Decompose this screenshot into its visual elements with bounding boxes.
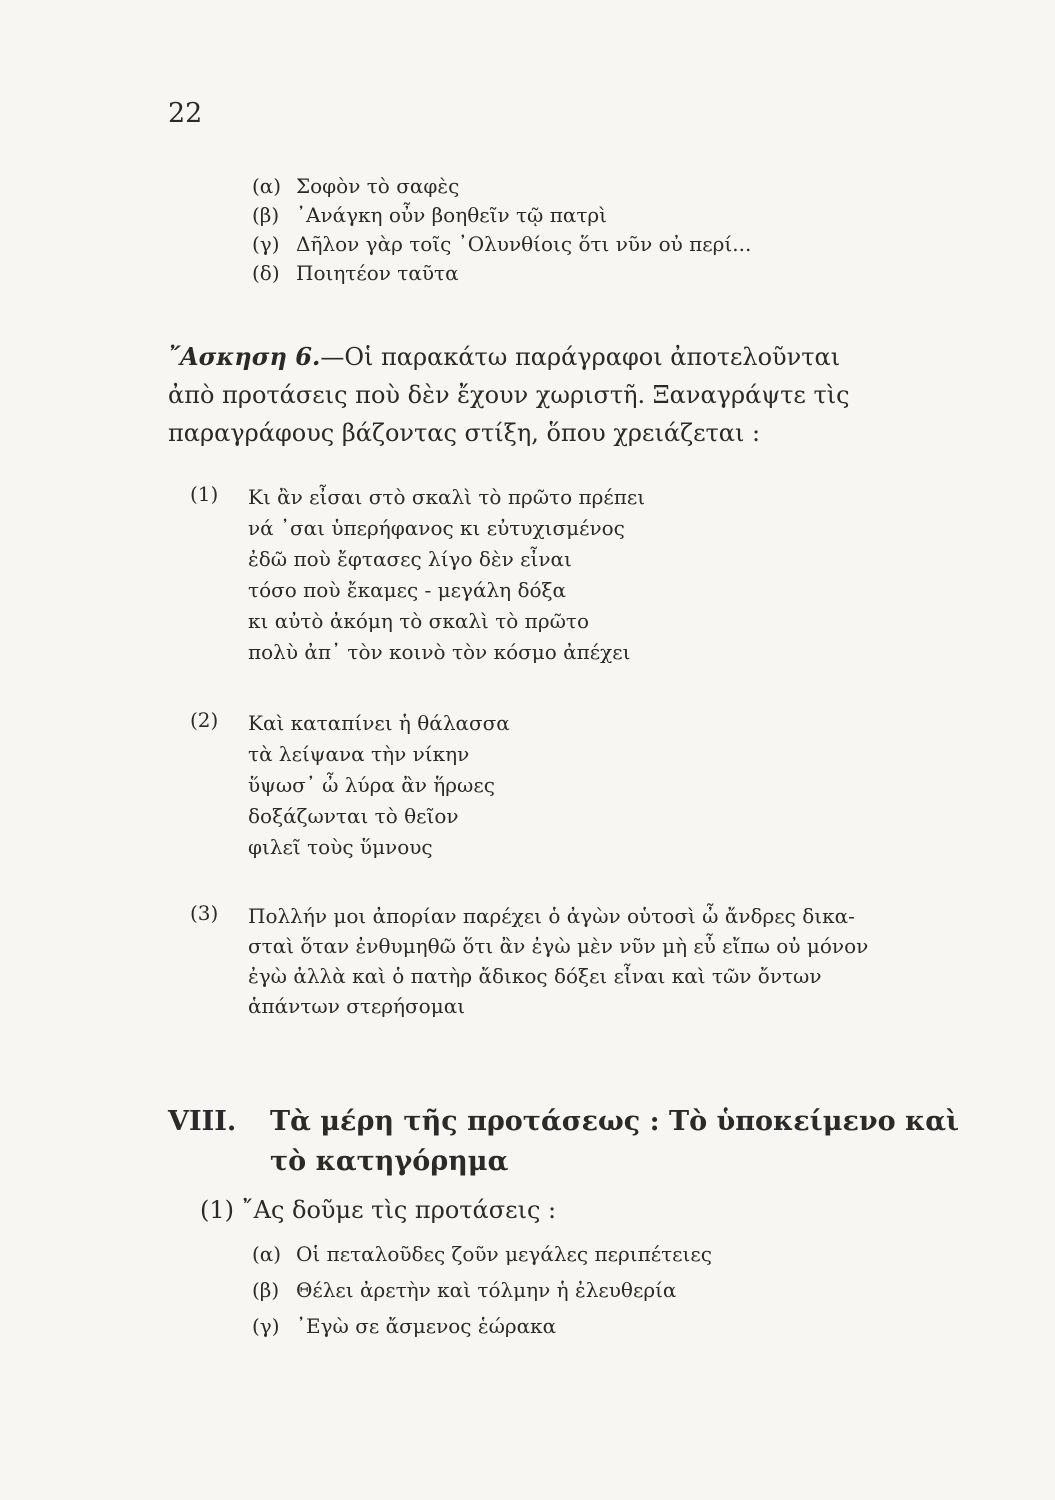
section-title-continued: τὸ κατηγόρημα (270, 1146, 509, 1177)
item-label: (β) (252, 203, 280, 227)
item-label: (α) (252, 174, 282, 198)
item-text: Ποιητέον ταῦτα (296, 261, 459, 285)
list-item (252, 1272, 712, 1308)
item-label: (α) (252, 1242, 282, 1266)
list-item (252, 201, 751, 230)
item-number: (3) (190, 901, 219, 925)
section-heading (168, 1102, 959, 1182)
list-item (252, 172, 751, 201)
exercise-line: ἀπὸ προτάσεις ποὺ δὲν ἔχουν χωριστῆ. Ξαναγράψτε τὶς (168, 381, 850, 409)
item-text: ᾿Ανάγκη οὖν βοηθεῖν τῷ πατρὶ (296, 203, 608, 227)
text-line: ἐγὼ ἀλλὰ καὶ ὁ πατὴρ ἄδικος δόξει εἶναι καὶ τῶν ὄντων (248, 964, 822, 988)
verse-lines (248, 482, 645, 668)
top-example-list (252, 172, 751, 288)
item-text: Θέλει ἀρετὴν καὶ τόλμην ἡ ἐλευθερία (296, 1278, 677, 1302)
item-text: Οἱ πεταλοῦδες ζοῦν μεγάλες περιπέτειες (296, 1242, 712, 1266)
text-line: κι αὐτὸ ἀκόμη τὸ σκαλὶ τὸ πρῶτο (248, 609, 589, 633)
text-line: τόσο ποὺ ἔκαμες - μεγάλη δόξα (248, 578, 567, 602)
item-label: (β) (252, 1278, 280, 1302)
list-item (252, 259, 751, 288)
text-line: ὕψωσ᾽ ὦ λύρα ἂν ἥρωες (248, 773, 495, 797)
text-line: ἐδῶ ποὺ ἔφτασες λίγο δὲν εἶναι (248, 547, 572, 571)
verse-lines (248, 708, 510, 863)
bottom-example-list (252, 1236, 712, 1344)
item-text: ᾿Εγὼ σε ἄσμενος ἑώρακα (296, 1314, 557, 1338)
item-number: (2) (190, 708, 219, 732)
exercise-instruction: —Οἱ παρακάτω παράγραφοι ἀποτελοῦνται (320, 343, 841, 371)
exercise-line: παραγράφους βάζοντας στίξη, ὅπου χρειάζεται : (168, 419, 761, 447)
text-line: Καὶ καταπίνει ἡ θάλασσα (248, 711, 510, 735)
section-number: VIII. (168, 1106, 237, 1137)
text-line: πολὺ ἀπ᾽ τὸν κοινὸ τὸν κόσμο ἀπέχει (248, 640, 631, 664)
exercise-title: ῎Ασκηση 6. (168, 342, 321, 371)
section-title-line (168, 1142, 959, 1182)
text-line: ἁπάντων στερήσομαι (248, 994, 466, 1018)
text-line: σταὶ ὅταν ἐνθυμηθῶ ὅτι ἂν ἐγὼ μὲν νῦν μὴ εὖ εἴπω οὐ μόνον (248, 934, 869, 958)
text-line: δοξάζωνται τὸ θεῖον (248, 804, 459, 828)
text-line: φιλεῖ τοὺς ὕμνους (248, 835, 433, 859)
item-label: (γ) (252, 1314, 280, 1338)
item-label: (γ) (252, 232, 280, 256)
prose-lines (248, 901, 868, 1021)
item-label: (δ) (252, 261, 280, 285)
text-line: νά ᾽σαι ὑπερήφανος κι εὐτυχισμένος (248, 516, 625, 540)
list-item (252, 230, 751, 259)
text-line: Πολλήν μοι ἀπορίαν παρέχει ὁ ἀγὼν οὑτοσὶ ὦ ἄνδρες δικα- (248, 904, 855, 928)
text-line: τὰ λείψανα τὴν νίκην (248, 742, 470, 766)
exercise-6 (168, 338, 958, 452)
section-title-line (168, 1102, 959, 1142)
item-text: Σοφὸν τὸ σαφὲς (296, 174, 460, 198)
section-title: Τὰ μέρη τῆς προτάσεως : Τὸ ὑποκείμενο καὶ (270, 1106, 960, 1137)
list-item (252, 1236, 712, 1272)
subsection-heading: (1) ῎Ας δοῦμε τὶς προτάσεις : (200, 1196, 557, 1224)
item-number: (1) (190, 482, 219, 506)
list-item (252, 1308, 712, 1344)
page-number: 22 (168, 98, 203, 129)
exercise-line (168, 338, 958, 376)
text-line: Κι ἂν εἶσαι στὸ σκαλὶ τὸ πρῶτο πρέπει (248, 485, 646, 509)
item-text: Δῆλον γὰρ τοῖς ᾿Ολυνθίοις ὅτι νῦν οὐ περί... (296, 232, 752, 256)
